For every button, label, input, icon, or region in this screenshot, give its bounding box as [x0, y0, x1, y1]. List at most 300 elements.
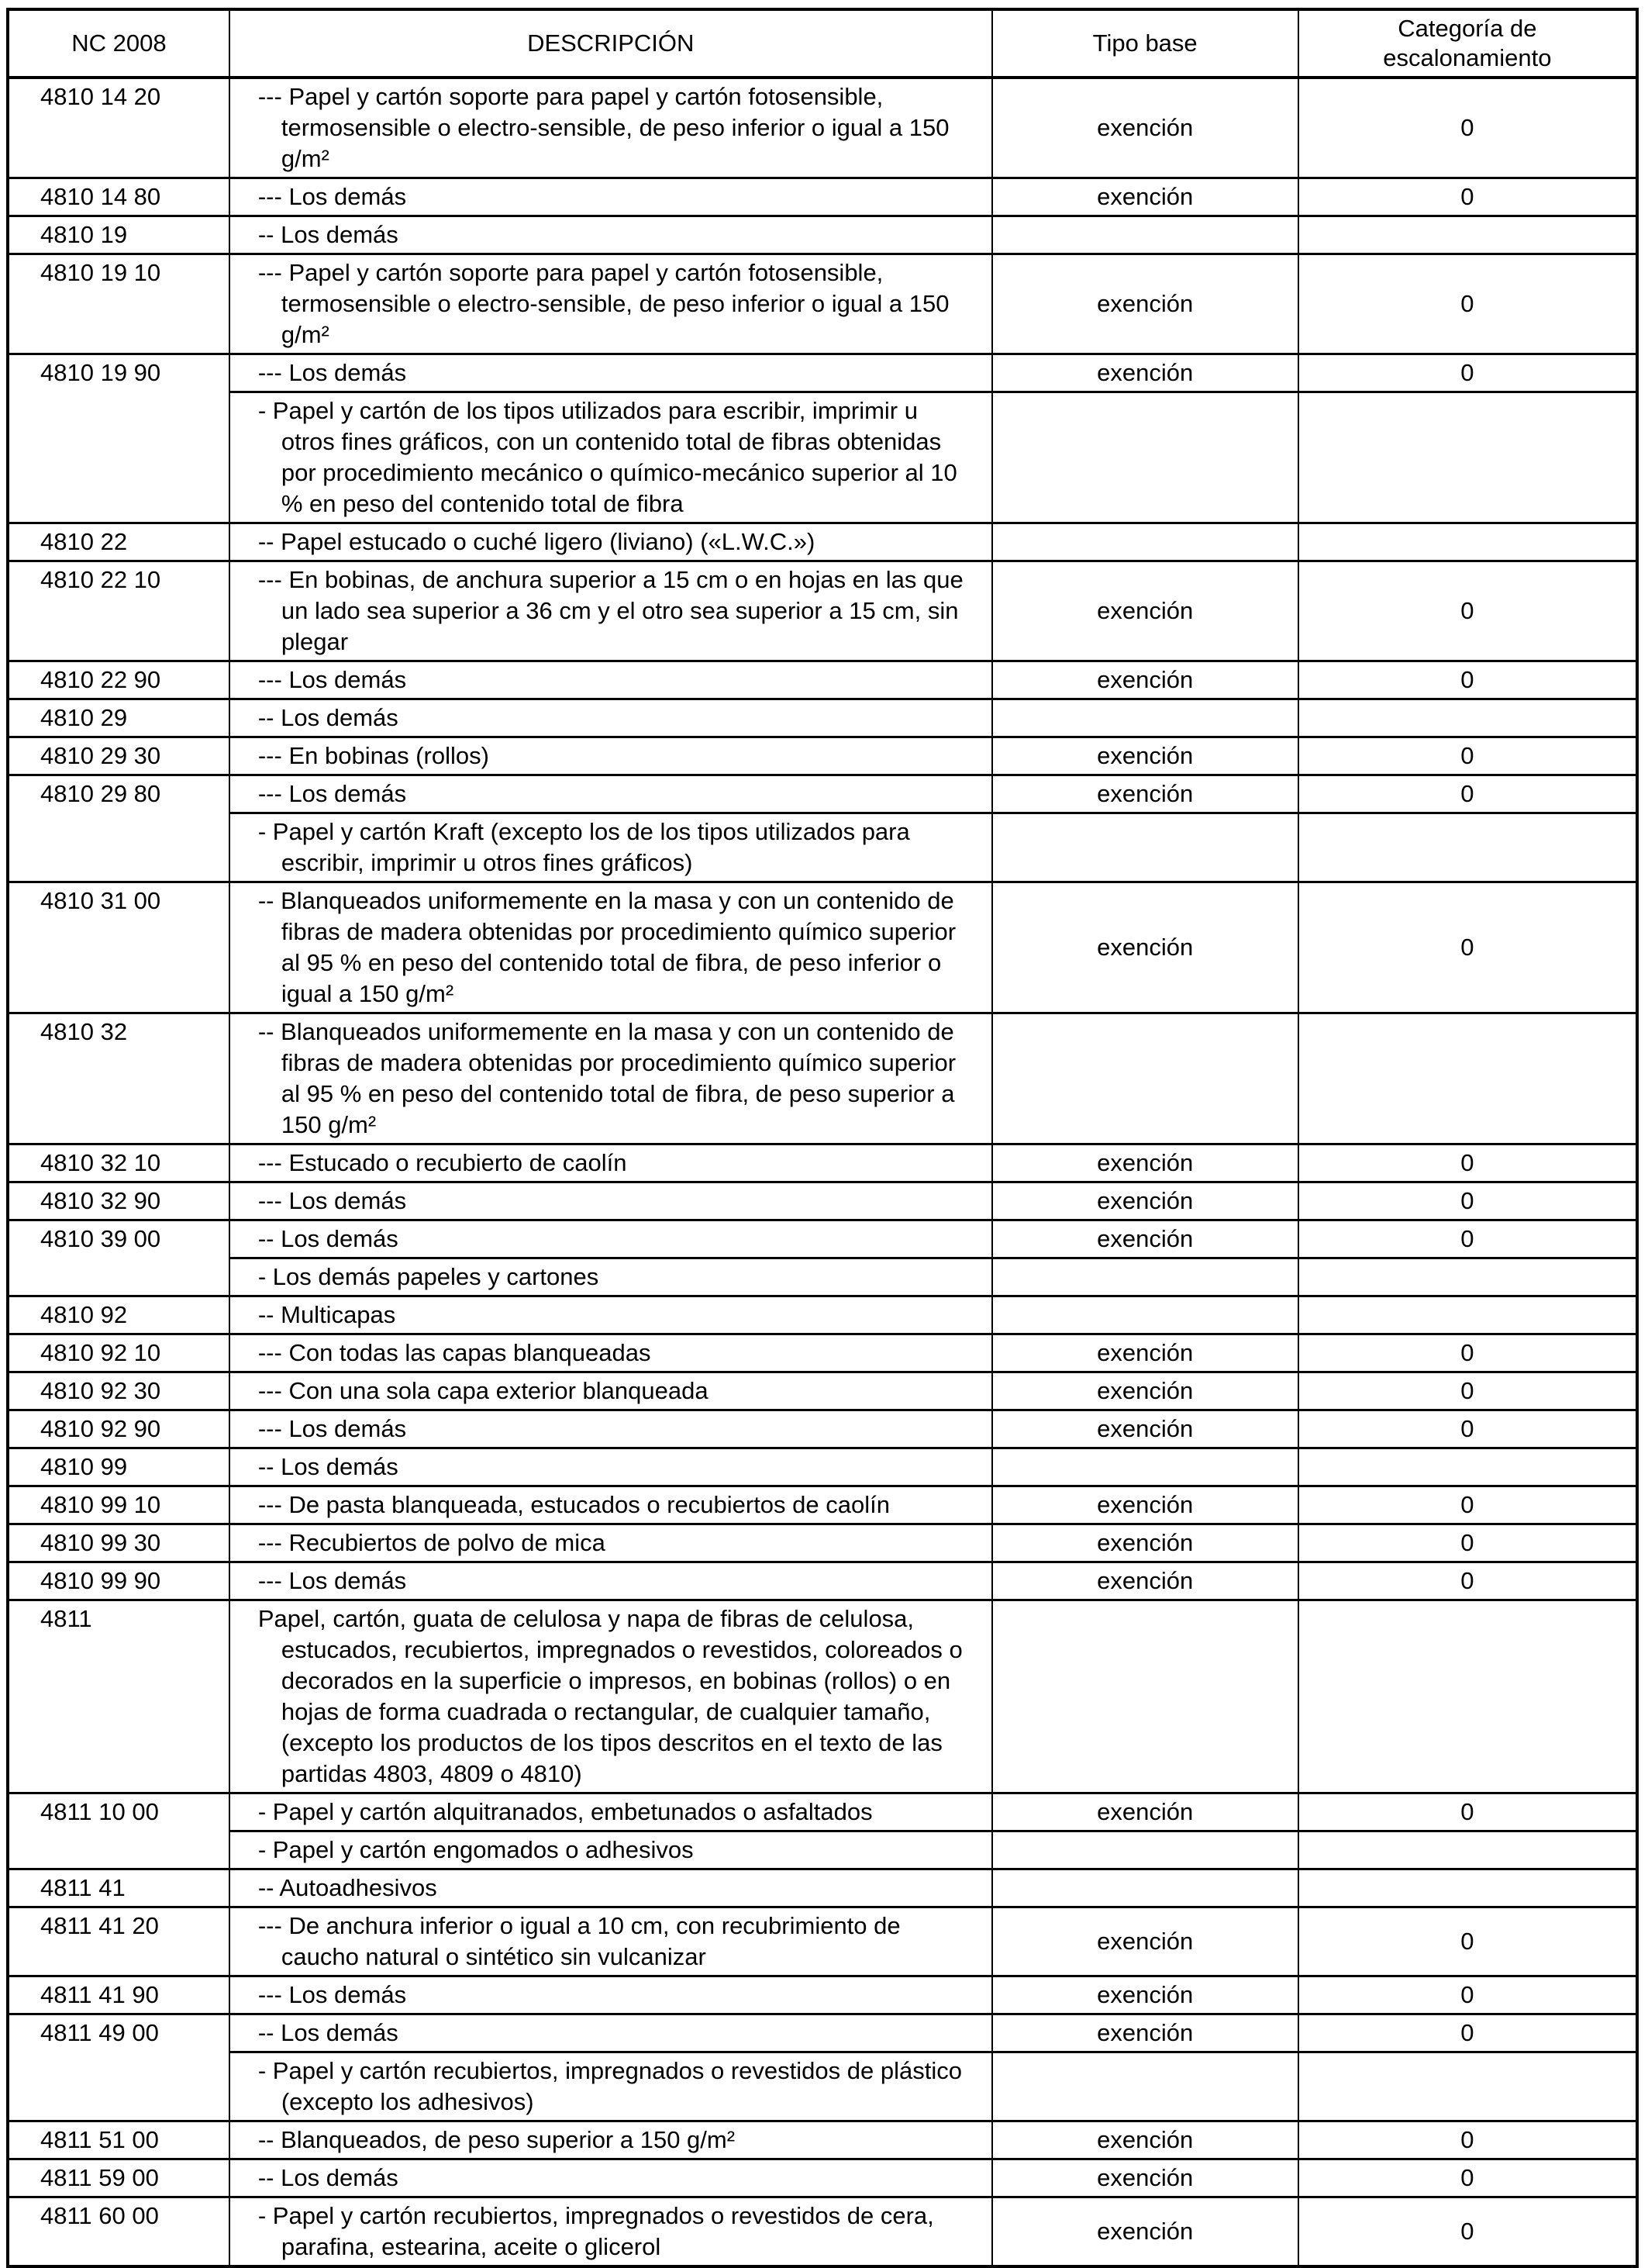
- description-text: - Papel y cartón de los tipos utilizados para escribir, imprimir u otros fines gráficos, con un contenido total de fibras obtenidas por procedimiento mecánico o químico-mecánico superior al 10 % en peso del contenido total de fibra: [257, 397, 957, 517]
- nc-code: 4810 99 30: [40, 1529, 161, 1556]
- staging-category-cell: [1298, 2159, 1637, 2197]
- staging-category-cell: [1298, 661, 1637, 699]
- description-cell: [229, 523, 992, 561]
- nc-code-cell: [8, 1258, 229, 1296]
- base-rate-cell: [992, 78, 1298, 178]
- nc-code: 4810 29 30: [40, 742, 161, 769]
- table-row: [8, 354, 1637, 392]
- staging-category-cell: [1298, 2052, 1637, 2121]
- base-rate-value: exención: [1097, 1798, 1194, 1825]
- table-row: [8, 1013, 1637, 1144]
- staging-category-cell: [1298, 2197, 1637, 2267]
- table-row: [8, 1831, 1637, 1869]
- nc-code-cell: [8, 882, 229, 1013]
- description-text: -- Los demás: [257, 221, 398, 248]
- table-row: [8, 1486, 1637, 1524]
- nc-code: 4811: [40, 1605, 92, 1632]
- base-rate-cell: [992, 1182, 1298, 1220]
- nc-code: 4810 22 90: [40, 666, 161, 693]
- base-rate-cell: [992, 775, 1298, 813]
- nc-code-cell: [8, 1448, 229, 1486]
- description-text: --- Estucado o recubierto de caolín: [257, 1149, 627, 1176]
- nc-code-cell: [8, 737, 229, 775]
- table-row: [8, 737, 1637, 775]
- base-rate-cell: [992, 661, 1298, 699]
- staging-category-cell: [1298, 1410, 1637, 1448]
- nc-code-cell: [8, 2159, 229, 2197]
- description-cell: [229, 392, 992, 523]
- table-row: [8, 178, 1637, 216]
- staging-category-value: 0: [1460, 1149, 1474, 1176]
- table-row: [8, 1182, 1637, 1220]
- staging-category-value: 0: [1460, 2164, 1474, 2191]
- description-cell: [229, 1258, 992, 1296]
- staging-category-value: 0: [1460, 114, 1474, 141]
- nc-code: 4811 59 00: [40, 2164, 159, 2191]
- nc-code-cell: [8, 392, 229, 523]
- staging-category-cell: [1298, 1144, 1637, 1182]
- staging-category-value: 0: [1460, 742, 1474, 769]
- header-tipo-base-label: Tipo base: [1092, 29, 1198, 57]
- staging-category-cell: [1298, 216, 1637, 254]
- staging-category-value: 0: [1460, 1187, 1474, 1214]
- staging-category-cell: [1298, 1220, 1637, 1258]
- header-descripcion-label: DESCRIPCIÓN: [527, 29, 695, 57]
- nc-code-cell: [8, 2197, 229, 2267]
- staging-category-value: 0: [1460, 780, 1474, 807]
- description-cell: [229, 2052, 992, 2121]
- nc-code: 4810 99: [40, 1453, 128, 1480]
- base-rate-cell: [992, 1907, 1298, 1976]
- description-text: --- Papel y cartón soporte para papel y cartón fotosensible, termosensible o electro-sensible, de peso inferior o igual a 150 g/m²: [257, 83, 950, 172]
- description-cell: [229, 1486, 992, 1524]
- nc-code-cell: [8, 661, 229, 699]
- table-row: [8, 2197, 1637, 2267]
- nc-code-cell: [8, 1831, 229, 1869]
- description-text: --- Los demás: [257, 183, 407, 210]
- staging-category-cell: [1298, 1600, 1637, 1793]
- tariff-table: [6, 8, 1639, 2268]
- nc-code: 4811 51 00: [40, 2126, 159, 2153]
- base-rate-cell: [992, 1296, 1298, 1334]
- base-rate-cell: [992, 2197, 1298, 2267]
- table-row: [8, 775, 1637, 813]
- staging-category-cell: [1298, 1793, 1637, 1831]
- table-row: [8, 1448, 1637, 1486]
- description-text: --- Los demás: [257, 359, 407, 386]
- table-row: [8, 1334, 1637, 1372]
- staging-category-value: 0: [1460, 1415, 1474, 1442]
- description-cell: [229, 1831, 992, 1869]
- base-rate-value: exención: [1097, 359, 1194, 386]
- description-cell: [229, 1182, 992, 1220]
- description-cell: [229, 813, 992, 882]
- nc-code-cell: [8, 1372, 229, 1410]
- staging-category-cell: [1298, 392, 1637, 523]
- staging-category-cell: [1298, 1976, 1637, 2014]
- staging-category-value: 0: [1460, 1339, 1474, 1366]
- table-row: [8, 2052, 1637, 2121]
- table-row: [8, 2159, 1637, 2197]
- nc-code-cell: [8, 1144, 229, 1182]
- staging-category-value: 0: [1460, 2126, 1474, 2153]
- staging-category-cell: [1298, 78, 1637, 178]
- nc-code-cell: [8, 1013, 229, 1144]
- staging-category-cell: [1298, 775, 1637, 813]
- nc-code-cell: [8, 254, 229, 354]
- nc-code-cell: [8, 178, 229, 216]
- table-row: [8, 1372, 1637, 1410]
- nc-code: 4810 32 90: [40, 1187, 161, 1214]
- description-cell: [229, 2159, 992, 2197]
- base-rate-cell: [992, 2014, 1298, 2052]
- table-row: [8, 661, 1637, 699]
- table-row: [8, 561, 1637, 661]
- nc-code-cell: [8, 1562, 229, 1600]
- description-cell: [229, 2014, 992, 2052]
- base-rate-cell: [992, 1976, 1298, 2014]
- nc-code-cell: [8, 2121, 229, 2159]
- description-text: --- Papel y cartón soporte para papel y cartón fotosensible, termosensible o electro-sensible, de peso inferior o igual a 150 g/m²: [257, 259, 950, 348]
- nc-code-cell: [8, 813, 229, 882]
- nc-code: 4811 60 00: [40, 2202, 159, 2229]
- nc-code: 4810 39 00: [40, 1225, 161, 1252]
- staging-category-cell: [1298, 1869, 1637, 1907]
- description-text: -- Autoadhesivos: [257, 1874, 437, 1901]
- staging-category-value: 0: [1460, 359, 1474, 386]
- header-descripcion: [229, 9, 992, 78]
- staging-category-value: 0: [1460, 290, 1474, 317]
- table-row: [8, 699, 1637, 737]
- nc-code: 4810 92 30: [40, 1377, 161, 1404]
- base-rate-cell: [992, 2159, 1298, 2197]
- staging-category-cell: [1298, 2121, 1637, 2159]
- base-rate-cell: [992, 1793, 1298, 1831]
- description-text: - Papel y cartón recubiertos, impregnados o revestidos de cera, parafina, estearina, aceite o glicerol: [257, 2202, 934, 2260]
- nc-code: 4811 41: [40, 1874, 126, 1901]
- staging-category-value: 0: [1460, 2218, 1474, 2245]
- description-text: Papel, cartón, guata de celulosa y napa de fibras de celulosa, estucados, recubiertos, impregnados o revestidos, coloreados o decorados en la superficie o impresos, en bobinas (rollos) o en hojas de forma cuadrada o rectangular, de cualquier tamaño, (excepto los productos de los tipos descritos en el texto de las partidas 4803, 4809 o 4810): [257, 1605, 963, 1787]
- nc-code: 4810 31 00: [40, 887, 161, 914]
- nc-code-cell: [8, 523, 229, 561]
- description-cell: [229, 1334, 992, 1372]
- description-text: - Los demás papeles y cartones: [257, 1263, 599, 1290]
- table-row: [8, 813, 1637, 882]
- base-rate-value: exención: [1097, 1225, 1194, 1252]
- description-cell: [229, 2197, 992, 2267]
- header-tipo-base: [992, 9, 1298, 78]
- staging-category-cell: [1298, 254, 1637, 354]
- nc-code-cell: [8, 2052, 229, 2121]
- header-categoria-escalonamiento: [1298, 9, 1637, 78]
- nc-code-cell: [8, 1182, 229, 1220]
- nc-code: 4810 29: [40, 704, 128, 731]
- description-text: --- Los demás: [257, 780, 407, 807]
- description-text: --- Recubiertos de polvo de mica: [257, 1529, 605, 1556]
- table-row: [8, 1296, 1637, 1334]
- staging-category-value: 0: [1460, 1491, 1474, 1518]
- base-rate-value: exención: [1097, 1981, 1194, 2008]
- base-rate-cell: [992, 813, 1298, 882]
- description-text: - Papel y cartón recubiertos, impregnados o revestidos de plástico (excepto los adhesivos): [257, 2057, 962, 2115]
- staging-category-cell: [1298, 561, 1637, 661]
- description-cell: [229, 178, 992, 216]
- staging-category-cell: [1298, 1182, 1637, 1220]
- description-cell: [229, 1144, 992, 1182]
- staging-category-cell: [1298, 354, 1637, 392]
- base-rate-cell: [992, 354, 1298, 392]
- base-rate-value: exención: [1097, 2019, 1194, 2046]
- description-text: --- Los demás: [257, 666, 407, 693]
- table-row: [8, 254, 1637, 354]
- staging-category-cell: [1298, 1524, 1637, 1562]
- nc-code: 4810 99 90: [40, 1567, 161, 1594]
- staging-category-value: 0: [1460, 1928, 1474, 1955]
- header-nc-2008: [8, 9, 229, 78]
- description-text: - Papel y cartón Kraft (excepto los de los tipos utilizados para escribir, imprimir u otros fines gráficos): [257, 818, 910, 876]
- table-row: [8, 216, 1637, 254]
- description-text: - Papel y cartón engomados o adhesivos: [257, 1836, 694, 1863]
- description-cell: [229, 1524, 992, 1562]
- staging-category-value: 0: [1460, 1567, 1474, 1594]
- nc-code: 4810 99 10: [40, 1491, 161, 1518]
- nc-code-cell: [8, 1486, 229, 1524]
- description-cell: [229, 1600, 992, 1793]
- staging-category-value: 0: [1460, 1225, 1474, 1252]
- nc-code-cell: [8, 1793, 229, 1831]
- base-rate-cell: [992, 1410, 1298, 1448]
- nc-code: 4811 10 00: [40, 1798, 159, 1825]
- staging-category-value: 0: [1460, 183, 1474, 210]
- nc-code: 4810 22: [40, 528, 128, 555]
- nc-code: 4810 14 80: [40, 183, 161, 210]
- description-cell: [229, 737, 992, 775]
- staging-category-cell: [1298, 737, 1637, 775]
- nc-code-cell: [8, 1296, 229, 1334]
- description-text: --- De pasta blanqueada, estucados o recubiertos de caolín: [257, 1491, 890, 1518]
- nc-code: 4810 92 10: [40, 1339, 161, 1366]
- base-rate-cell: [992, 523, 1298, 561]
- base-rate-cell: [992, 882, 1298, 1013]
- base-rate-cell: [992, 254, 1298, 354]
- base-rate-value: exención: [1097, 290, 1194, 317]
- base-rate-cell: [992, 1831, 1298, 1869]
- table-row: [8, 1793, 1637, 1831]
- staging-category-cell: [1298, 1562, 1637, 1600]
- table-row: [8, 1907, 1637, 1976]
- base-rate-value: exención: [1097, 934, 1194, 961]
- nc-code: 4810 14 20: [40, 83, 161, 110]
- table-row: [8, 1144, 1637, 1182]
- staging-category-value: 0: [1460, 1981, 1474, 2008]
- nc-code-cell: [8, 1976, 229, 2014]
- base-rate-cell: [992, 1562, 1298, 1600]
- base-rate-cell: [992, 392, 1298, 523]
- nc-code: 4811 49 00: [40, 2019, 159, 2046]
- description-cell: [229, 1296, 992, 1334]
- staging-category-value: 0: [1460, 1798, 1474, 1825]
- table-row: [8, 1976, 1637, 2014]
- description-text: -- Los demás: [257, 1453, 398, 1480]
- description-cell: [229, 2121, 992, 2159]
- nc-code: 4810 29 80: [40, 780, 161, 807]
- base-rate-cell: [992, 1013, 1298, 1144]
- base-rate-value: exención: [1097, 1529, 1194, 1556]
- description-cell: [229, 1869, 992, 1907]
- table-row: [8, 2121, 1637, 2159]
- description-text: -- Los demás: [257, 2019, 398, 2046]
- description-text: -- Blanqueados uniformemente en la masa y con un contenido de fibras de madera obtenidas por procedimiento químico superior al 95 % en peso del contenido total de fibra, de peso superior a 150 g/m²: [257, 1018, 957, 1138]
- description-text: --- En bobinas, de anchura superior a 15 cm o en hojas en las que un lado sea superior a 36 cm y el otro sea superior a 15 cm, sin plegar: [257, 566, 964, 655]
- table-row: [8, 1600, 1637, 1793]
- base-rate-value: exención: [1097, 780, 1194, 807]
- base-rate-value: exención: [1097, 742, 1194, 769]
- staging-category-cell: [1298, 882, 1637, 1013]
- base-rate-cell: [992, 1372, 1298, 1410]
- description-text: -- Los demás: [257, 704, 398, 731]
- base-rate-cell: [992, 178, 1298, 216]
- description-cell: [229, 1220, 992, 1258]
- staging-category-value: 0: [1460, 934, 1474, 961]
- staging-category-cell: [1298, 178, 1637, 216]
- base-rate-value: exención: [1097, 2164, 1194, 2191]
- staging-category-cell: [1298, 1013, 1637, 1144]
- base-rate-cell: [992, 561, 1298, 661]
- table-body: [8, 78, 1637, 2266]
- description-cell: [229, 661, 992, 699]
- table-header: [8, 9, 1637, 78]
- description-text: --- Con todas las capas blanqueadas: [257, 1339, 651, 1366]
- description-text: -- Papel estucado o cuché ligero (liviano) («L.W.C.»): [257, 528, 815, 555]
- staging-category-cell: [1298, 1296, 1637, 1334]
- staging-category-value: 0: [1460, 2019, 1474, 2046]
- staging-category-cell: [1298, 1907, 1637, 1976]
- nc-code-cell: [8, 1600, 229, 1793]
- table-row: [8, 1869, 1637, 1907]
- description-text: --- Los demás: [257, 1415, 407, 1442]
- header-categoria-escalonamiento-label: Categoría de escalonamiento: [1383, 15, 1552, 71]
- nc-code: 4811 41 20: [40, 1912, 159, 1939]
- nc-code: 4810 92 90: [40, 1415, 161, 1442]
- nc-code: 4810 32: [40, 1018, 128, 1045]
- base-rate-value: exención: [1097, 114, 1194, 141]
- staging-category-cell: [1298, 699, 1637, 737]
- base-rate-value: exención: [1097, 1415, 1194, 1442]
- base-rate-cell: [992, 699, 1298, 737]
- base-rate-cell: [992, 1486, 1298, 1524]
- description-cell: [229, 699, 992, 737]
- description-cell: [229, 882, 992, 1013]
- nc-code-cell: [8, 1220, 229, 1258]
- description-cell: [229, 1562, 992, 1600]
- tariff-schedule-page: [6, 8, 1639, 2268]
- nc-code-cell: [8, 1334, 229, 1372]
- description-cell: [229, 775, 992, 813]
- table-row: [8, 1258, 1637, 1296]
- nc-code-cell: [8, 2014, 229, 2052]
- staging-category-cell: [1298, 1448, 1637, 1486]
- description-cell: [229, 354, 992, 392]
- base-rate-value: exención: [1097, 666, 1194, 693]
- nc-code-cell: [8, 699, 229, 737]
- nc-code-cell: [8, 78, 229, 178]
- base-rate-cell: [992, 1144, 1298, 1182]
- nc-code: 4811 41 90: [40, 1981, 159, 2008]
- table-row: [8, 78, 1637, 178]
- staging-category-cell: [1298, 1258, 1637, 1296]
- staging-category-cell: [1298, 1334, 1637, 1372]
- table-row: [8, 1410, 1637, 1448]
- description-cell: [229, 1448, 992, 1486]
- base-rate-cell: [992, 1334, 1298, 1372]
- staging-category-value: 0: [1460, 1377, 1474, 1404]
- description-text: -- Blanqueados, de peso superior a 150 g/m²: [257, 2126, 736, 2153]
- table-row: [8, 1562, 1637, 1600]
- table-row: [8, 2014, 1637, 2052]
- nc-code-cell: [8, 561, 229, 661]
- nc-code: 4810 92: [40, 1301, 128, 1328]
- description-text: -- Los demás: [257, 1225, 398, 1252]
- nc-code-cell: [8, 1869, 229, 1907]
- nc-code: 4810 19: [40, 221, 128, 248]
- nc-code-cell: [8, 1907, 229, 1976]
- staging-category-cell: [1298, 523, 1637, 561]
- description-text: -- Los demás: [257, 2164, 398, 2191]
- nc-code: 4810 32 10: [40, 1149, 161, 1176]
- base-rate-cell: [992, 737, 1298, 775]
- base-rate-value: exención: [1097, 1149, 1194, 1176]
- base-rate-value: exención: [1097, 1567, 1194, 1594]
- staging-category-value: 0: [1460, 666, 1474, 693]
- table-row: [8, 1524, 1637, 1562]
- base-rate-cell: [992, 1600, 1298, 1793]
- base-rate-cell: [992, 1869, 1298, 1907]
- table-row: [8, 882, 1637, 1013]
- description-cell: [229, 1907, 992, 1976]
- description-cell: [229, 1976, 992, 2014]
- table-row: [8, 1220, 1637, 1258]
- description-text: -- Multicapas: [257, 1301, 396, 1328]
- base-rate-value: exención: [1097, 1928, 1194, 1955]
- base-rate-cell: [992, 1524, 1298, 1562]
- nc-code-cell: [8, 354, 229, 392]
- description-cell: [229, 1410, 992, 1448]
- description-text: --- Los demás: [257, 1981, 407, 2008]
- description-cell: [229, 1372, 992, 1410]
- staging-category-value: 0: [1460, 597, 1474, 624]
- staging-category-cell: [1298, 813, 1637, 882]
- base-rate-cell: [992, 216, 1298, 254]
- base-rate-value: exención: [1097, 1491, 1194, 1518]
- base-rate-cell: [992, 2121, 1298, 2159]
- description-text: --- Los demás: [257, 1187, 407, 1214]
- base-rate-cell: [992, 1448, 1298, 1486]
- staging-category-cell: [1298, 2014, 1637, 2052]
- staging-category-cell: [1298, 1486, 1637, 1524]
- description-text: --- Los demás: [257, 1567, 407, 1594]
- base-rate-value: exención: [1097, 1377, 1194, 1404]
- staging-category-value: 0: [1460, 1529, 1474, 1556]
- table-row: [8, 392, 1637, 523]
- nc-code-cell: [8, 216, 229, 254]
- staging-category-cell: [1298, 1831, 1637, 1869]
- base-rate-value: exención: [1097, 2126, 1194, 2153]
- base-rate-value: exención: [1097, 1187, 1194, 1214]
- nc-code-cell: [8, 1410, 229, 1448]
- description-cell: [229, 561, 992, 661]
- base-rate-value: exención: [1097, 183, 1194, 210]
- base-rate-value: exención: [1097, 597, 1194, 624]
